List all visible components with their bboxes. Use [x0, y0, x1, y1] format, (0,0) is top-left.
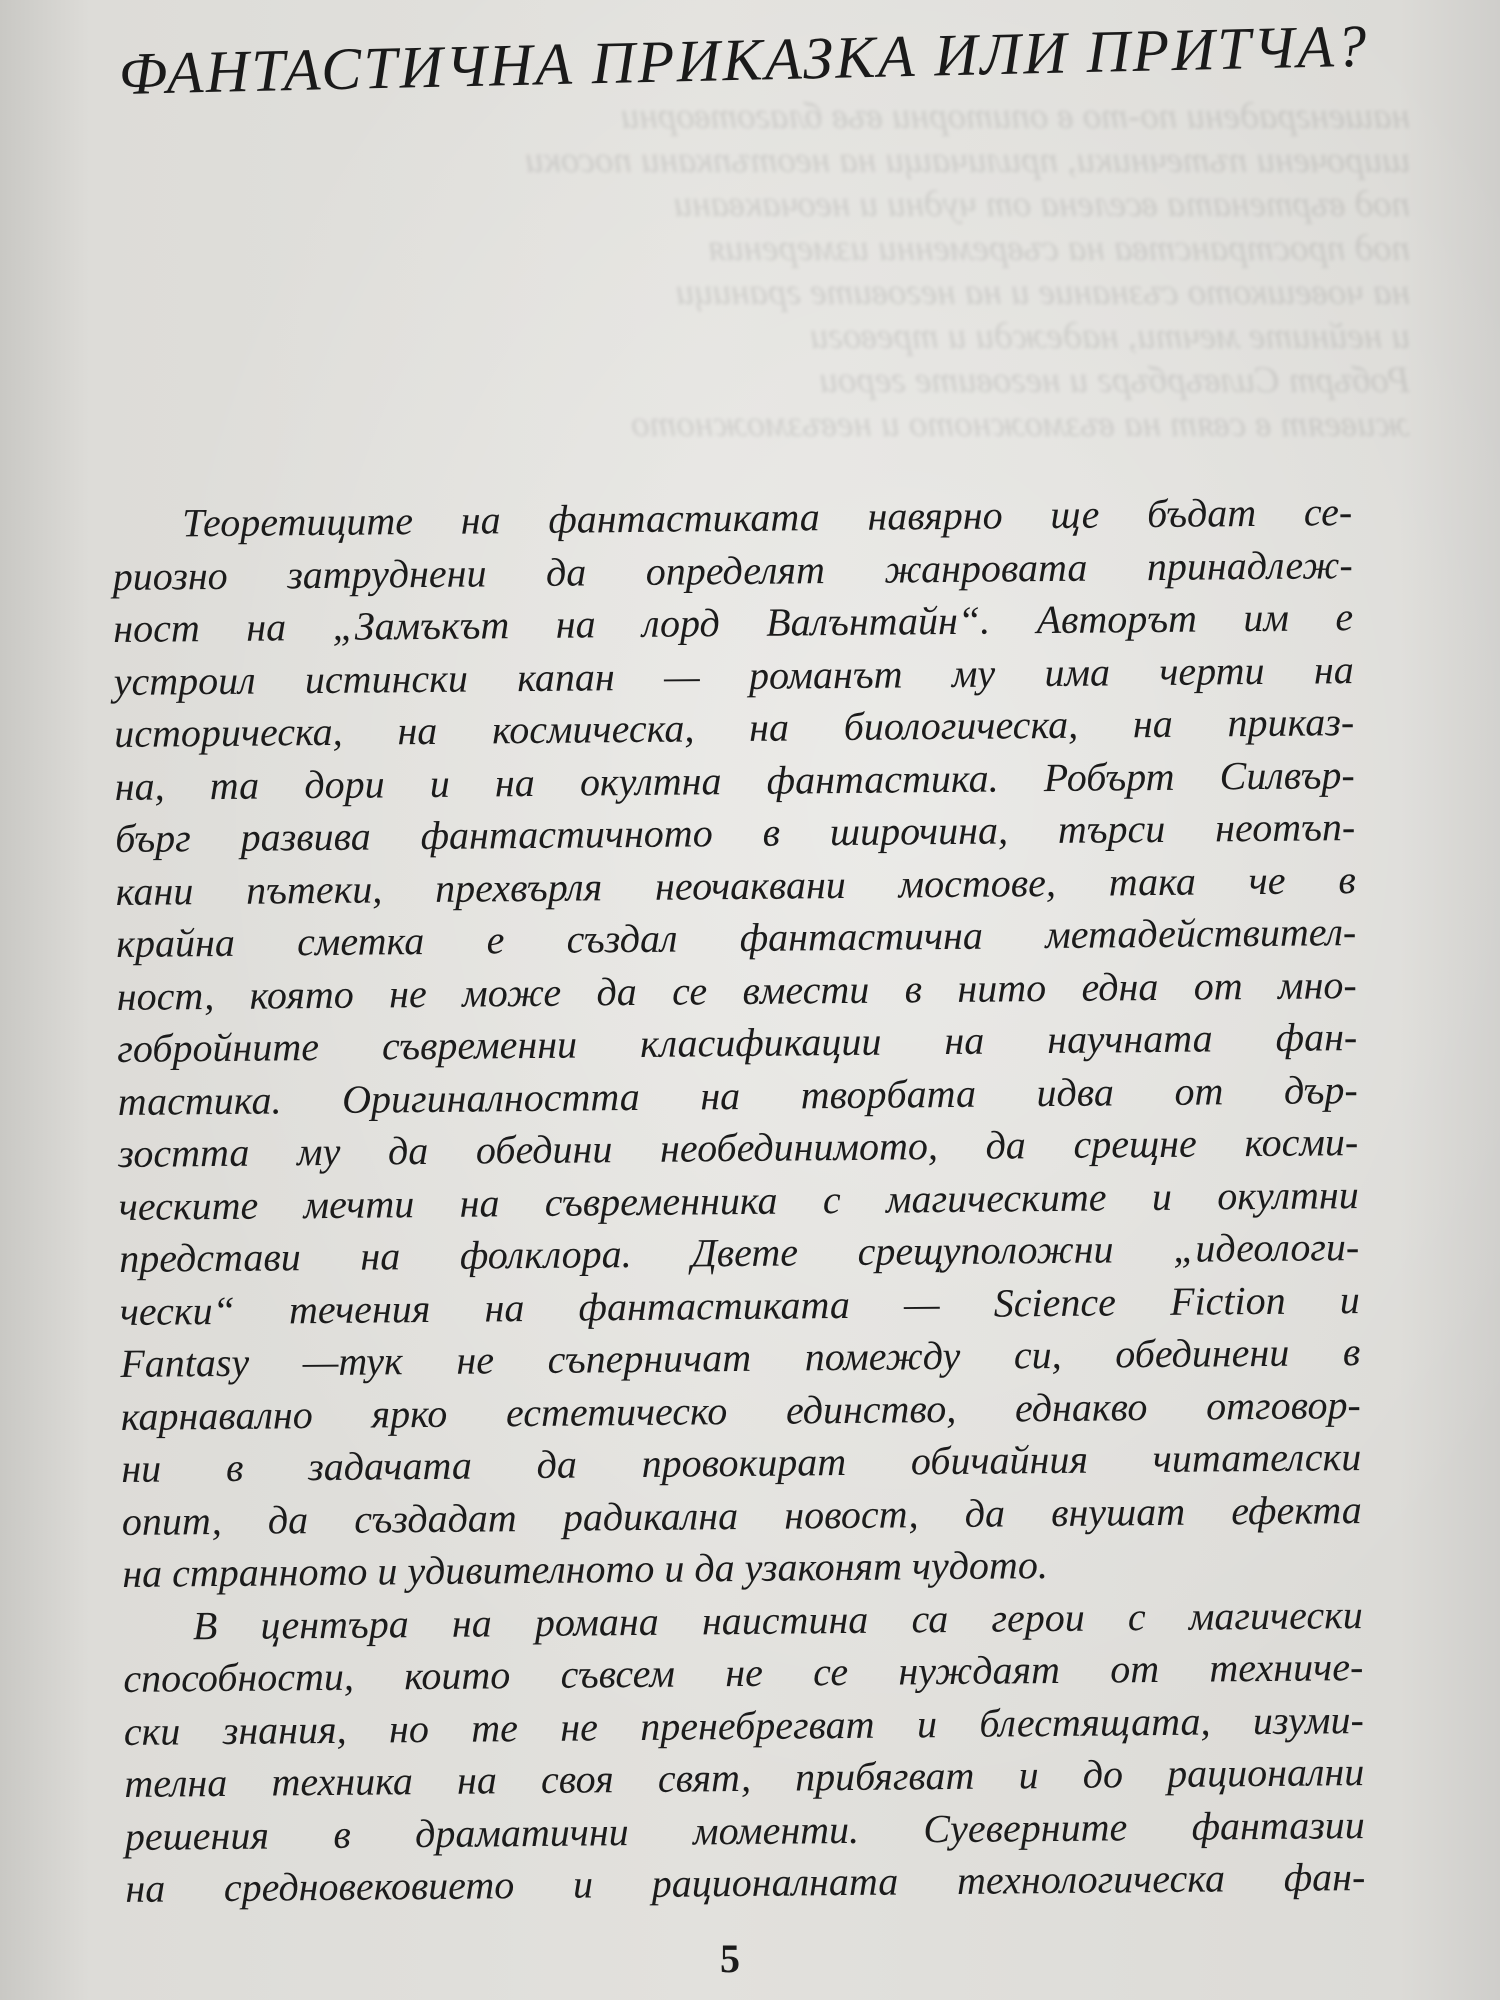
text-line: зостта му да обедини необединимото, да срещне косми- — [118, 1119, 1359, 1176]
text-line: тастика. Оригиналността на творбата идва от дър- — [117, 1066, 1358, 1124]
text-line: чески“ течения на фантастиката — Science Fiction и — [119, 1276, 1360, 1334]
text-line: бърг развива фантастичното в широчина, търси неотъп- — [115, 804, 1356, 861]
text-line: ност, която не може да се вмести в нито една от мно- — [116, 961, 1357, 1019]
text-line: устроил истински капан — романът му има черти на — [113, 646, 1354, 704]
text-line: карнавално ярко естетическо единство, еднакво отговор- — [120, 1381, 1361, 1439]
page-number: 5 — [720, 1936, 740, 1981]
text-line: гобройните съвременни класификации на научната фан- — [117, 1014, 1358, 1071]
text-line: на, та дори и на окултна фантастика. Робърт Силвър- — [114, 751, 1355, 809]
text-line: Fantasy —тук не съперничат помежду си, обединени в — [120, 1329, 1361, 1386]
text-line: ческите мечти на съвременника с магическите и окултни — [118, 1171, 1359, 1229]
body-text — [112, 486, 1366, 1915]
text-line: телна техника на своя свят, прибягват и до рационални — [124, 1749, 1365, 1806]
text-line: решения в драматични моменти. Суеверните фантазии — [124, 1801, 1366, 1859]
text-line: крайна сметка е създал фантастична метадействител- — [116, 909, 1357, 966]
text-line: ски знания, но те не пренебрегват и блестящата, изуми- — [123, 1696, 1364, 1754]
show-through-text: нашенградени по-то в опиторни във благотворни широчени пътечники, приличащи на неотъпкани посоки под въртената вселена от чудни и неочаквани под пространства на съвременни измерения на човешкото съзнание и на неговите граници и нейните мечти, надежди и тревоги Робърт Силвърбърг и неговите герои живеят в свят на възможното и невъзможното — [525, 96, 1410, 445]
text-line: В центъра на романа наистина са герои с магически — [192, 1591, 1363, 1648]
chapter-title: ФАНТАСТИЧНА ПРИКАЗКА ИЛИ ПРИТЧА? — [118, 12, 1370, 107]
text-line: историческа, на космическа, на биологическа, на приказ- — [114, 699, 1355, 756]
text-line: ни в задачата да провокират обичайния читателски — [121, 1434, 1362, 1491]
text-line: опит, да създадат радикална новост, да внушат ефекта — [121, 1486, 1362, 1544]
text-line: ност на „Замъкът на лорд Валънтайн“. Авторът им е — [113, 594, 1354, 651]
text-line: представи на фолклора. Двете срещуположни „идеологи- — [119, 1224, 1360, 1281]
text-line: риозно затруднени да определят жанровата принадлеж- — [112, 541, 1353, 599]
text-line: Теоретиците на фантастиката навярно ще бъдат се- — [182, 489, 1353, 546]
text-line: кани пътеки, прехвърля неочаквани мостове, така че в — [115, 856, 1356, 914]
text-line: способности, които съвсем не се нуждаят от техниче- — [123, 1644, 1364, 1701]
text-line: на средновековието и рационалната технологическа фан- — [125, 1854, 1366, 1911]
text-line: на странното и удивителното и да узаконят чудото. — [122, 1542, 1049, 1596]
